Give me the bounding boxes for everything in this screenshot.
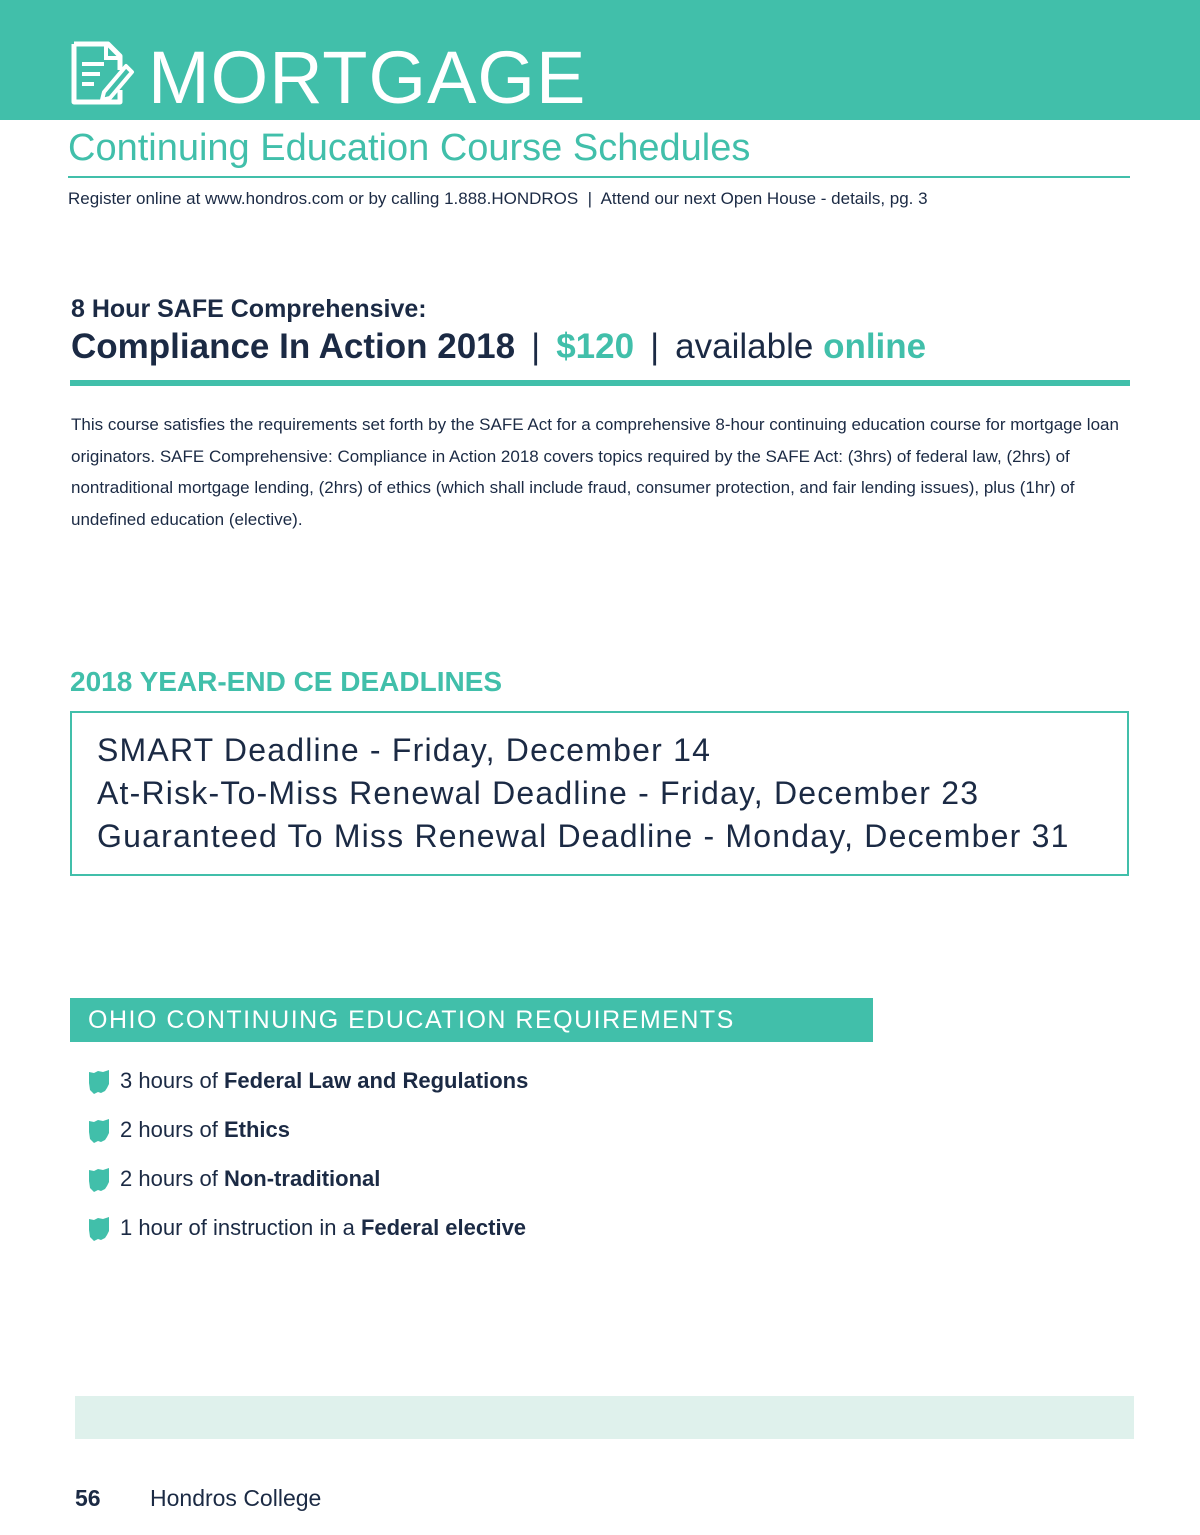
course-kicker: 8 Hour SAFE Comprehensive: xyxy=(71,295,427,323)
requirement-text: 3 hours of Federal Law and Regulations xyxy=(120,1068,529,1093)
deadline-guaranteed-miss: Guaranteed To Miss Renewal Deadline - Monday, December 31 xyxy=(97,818,1070,854)
course-description: This course satisfies the requirements set forth by the SAFE Act for a comprehensive 8-hour continuing education course for mortgage loan originators. SAFE Comprehensive: Compliance in Action 2018 covers topics required by the SAFE Act: (3hrs) of federal law, (2hrs) of nontraditional mortgage lending, (2hrs) of ethics (which shall include fraud, consumer protection, and fair lending issues), plus (1hr) of undefined education (elective). xyxy=(71,415,1119,529)
register-info: Register online at www.hondros.com or by calling 1.888.HONDROS | Attend our next Open House - details, pg. 3 xyxy=(68,189,928,208)
ohio-state-icon xyxy=(88,1069,110,1095)
header-title: MORTGAGE xyxy=(148,36,587,119)
page-subtitle: Continuing Education Course Schedules xyxy=(68,127,751,169)
price-separator: | xyxy=(650,327,660,366)
ohio-state-icon xyxy=(88,1216,110,1242)
requirement-text: 2 hours of Non-traditional xyxy=(120,1166,381,1191)
deadline-smart: SMART Deadline - Friday, December 14 xyxy=(97,732,712,768)
course-price: $120 xyxy=(556,327,635,366)
ohio-banner-label: OHIO CONTINUING EDUCATION REQUIREMENTS xyxy=(88,1006,735,1034)
availability-prefix: available xyxy=(675,327,814,366)
document-pen-icon xyxy=(68,40,136,108)
ohio-state-icon xyxy=(88,1167,110,1193)
deadline-at-risk: At-Risk-To-Miss Renewal Deadline - Friday, December 23 xyxy=(97,775,980,811)
subtitle-divider xyxy=(68,176,1130,178)
title-separator: | xyxy=(531,327,541,366)
course-divider xyxy=(70,380,1130,386)
deadlines-heading: 2018 YEAR-END CE DEADLINES xyxy=(70,666,503,697)
ohio-requirements-banner xyxy=(70,998,873,1042)
requirement-text: 1 hour of instruction in a Federal elective xyxy=(120,1215,527,1240)
page-number: 56 xyxy=(75,1485,101,1511)
deadlines-box xyxy=(70,711,1129,876)
requirement-text: 2 hours of Ethics xyxy=(120,1117,290,1142)
course-title: Compliance In Action 2018 xyxy=(71,327,516,366)
college-name: Hondros College xyxy=(150,1485,322,1511)
availability-online: online xyxy=(823,327,927,366)
footer-band xyxy=(75,1396,1134,1439)
course-title-row xyxy=(71,326,926,368)
header-band xyxy=(0,0,1200,120)
ohio-state-icon xyxy=(88,1118,110,1144)
